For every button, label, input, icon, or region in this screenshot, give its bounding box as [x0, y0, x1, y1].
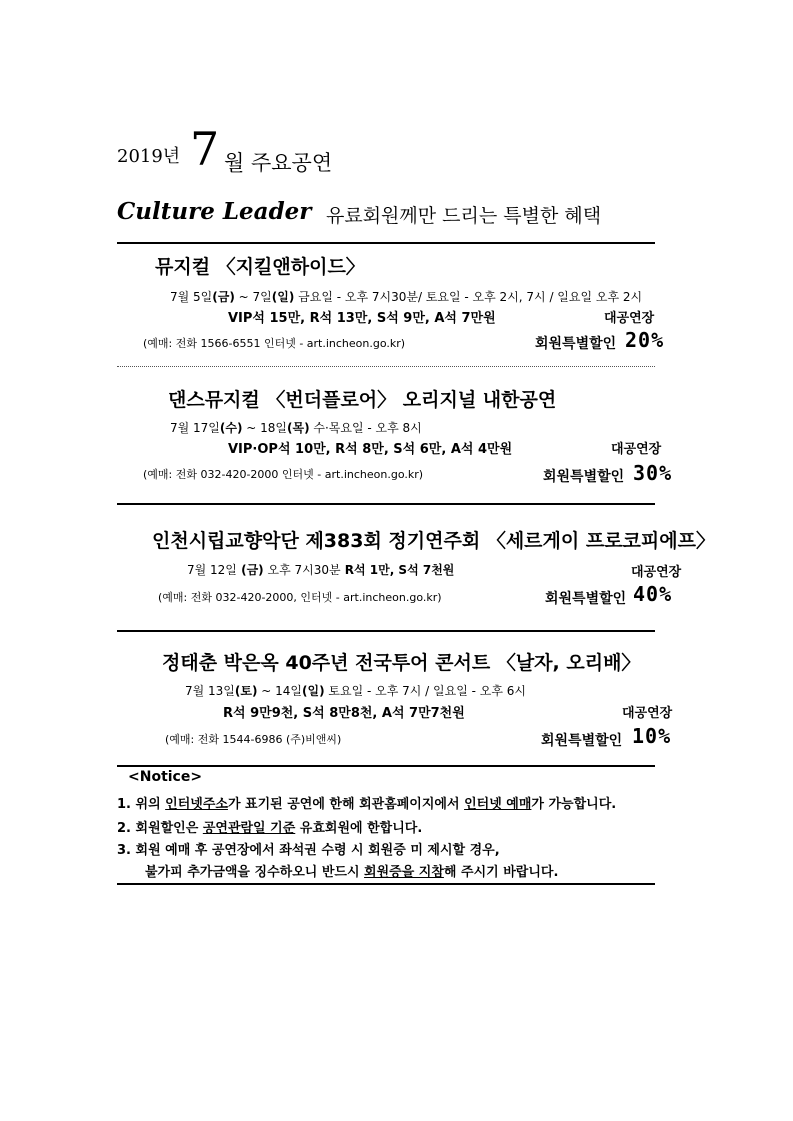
ticket-info: (예매: 전화 1544-6986 (주)비앤씨) — [165, 733, 342, 746]
notice-line-2: 2. 회원할인은 공연관람일 기준 유효회원에 한합니다. — [117, 821, 423, 836]
show-date: 7월 5일(금) ~ 7일(일) 금요일 - 오후 7시30분/ 토요일 - 오후 2시, 7시 / 일요일 오후 2시 — [170, 290, 643, 304]
dotted-divider — [117, 366, 655, 367]
show-date: 7월 17일(수) ~ 18일(목) 수·목요일 - 오후 8시 — [170, 421, 422, 435]
divider — [117, 765, 655, 767]
discount-value: 20% — [625, 328, 665, 352]
culture-leader-subtitle: 유료회원께만 드리는 특별한 혜택 — [326, 205, 602, 227]
show-date: 7월 12일 (금) 오후 7시30분 R석 1만, S석 7천원 — [187, 563, 455, 577]
month-number: 7 — [190, 122, 220, 176]
discount-label: 회원특별할인 — [545, 591, 627, 607]
show-title: 뮤지컬 〈지킬앤하이드〉 — [155, 256, 365, 278]
ticket-info: (예매: 전화 032-420-2000, 인터넷 - art.incheon.go.kr) — [158, 591, 442, 604]
discount-value: 40% — [633, 582, 673, 606]
discount-label: 회원특별할인 — [543, 469, 625, 485]
show-price: R석 9만9천, S석 8만8천, A석 7만7천원 — [223, 706, 465, 721]
show-title: 댄스뮤지컬 〈번더플로어〉 오리지널 내한공연 — [168, 389, 557, 411]
notice-heading: <Notice> — [128, 769, 203, 785]
show-price: VIP·OP석 10만, R석 8만, S석 6만, A석 4만원 — [228, 442, 513, 457]
show-date: 7월 13일(토) ~ 14일(일) 토요일 - 오후 7시 / 일요일 - 오후 6시 — [185, 684, 526, 698]
discount-label: 회원특별할인 — [541, 733, 623, 749]
culture-leader-title: Culture Leader — [117, 198, 312, 225]
discount-value: 10% — [632, 724, 672, 748]
show-title: 인천시립교향악단 제383회 정기연주회 〈세르게이 프로코피에프〉 — [152, 530, 715, 552]
show-price: VIP석 15만, R석 13만, S석 9만, A석 7만원 — [228, 311, 496, 326]
divider — [117, 630, 655, 632]
show-title: 정태춘 박은옥 40주년 전국투어 콘서트 〈날자, 오리배〉 — [162, 652, 641, 674]
ticket-info: (예매: 전화 032-420-2000 인터넷 - art.incheon.go.kr) — [143, 468, 424, 481]
page-title: 월 주요공연 — [224, 151, 333, 175]
divider — [117, 883, 655, 885]
notice-line-4: 불가피 추가금액을 징수하오니 반드시 회원증을 지참해 주시기 바랍니다. — [145, 865, 559, 880]
divider — [117, 242, 655, 244]
ticket-info: (예매: 전화 1566-6551 인터넷 - art.incheon.go.kr) — [143, 337, 406, 350]
show-venue: 대공연장 — [631, 565, 682, 580]
discount-label: 회원특별할인 — [535, 336, 617, 352]
show-venue: 대공연장 — [611, 442, 662, 457]
notice-line-3: 3. 회원 예매 후 공연장에서 좌석권 수령 시 회원증 미 제시할 경우, — [117, 843, 500, 858]
notice-line-1: 1. 위의 인터넷주소가 표기된 공연에 한해 회관홈페이지에서 인터넷 예매가 가능합니다. — [117, 797, 617, 812]
year-label: 2019년 — [117, 146, 181, 167]
show-venue: 대공연장 — [622, 706, 673, 721]
divider — [117, 503, 655, 505]
show-venue: 대공연장 — [604, 311, 655, 326]
discount-value: 30% — [633, 461, 673, 485]
